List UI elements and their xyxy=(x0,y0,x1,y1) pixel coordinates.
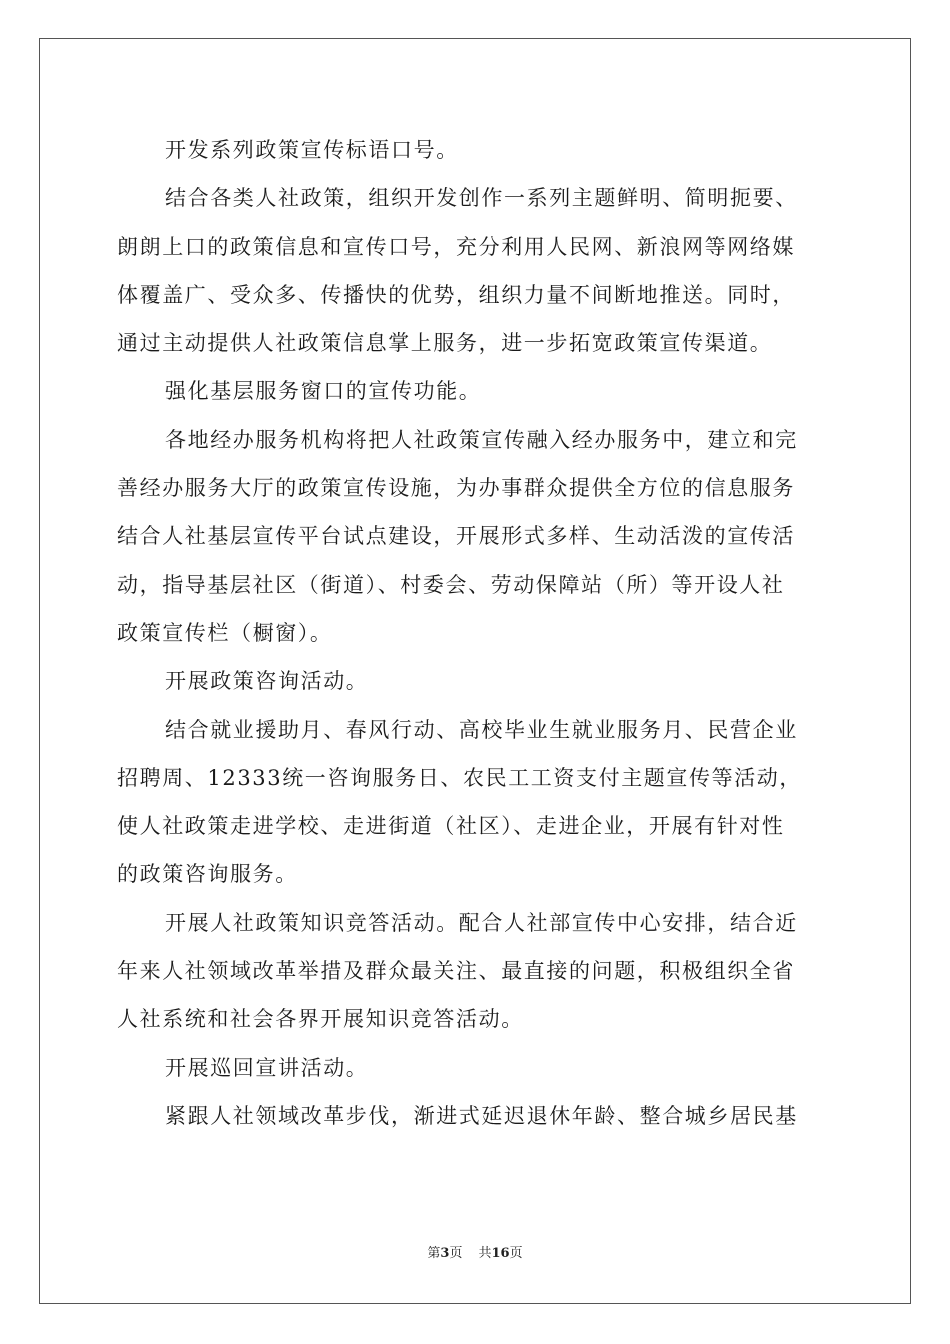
text-line: 开发系列政策宣传标语口号。 xyxy=(165,138,459,162)
total-pages: 16 xyxy=(491,1246,510,1261)
text-line: 结合各类人社政策，组织开发创作一系列主题鲜明、简明扼要、 xyxy=(165,186,798,211)
text-line: 结合人社基层宣传平台试点建设，开展形式多样、生动活泼的宣传活 xyxy=(117,524,795,549)
text-line: 的政策咨询服务。 xyxy=(117,862,298,887)
text-line: 开展巡回宣讲活动。 xyxy=(165,1055,369,1080)
text-line: 通过主动提供人社政策信息掌上服务，进一步拓宽政策宣传渠道。 xyxy=(117,331,773,356)
text-line: 年来人社领域改革举措及群众最关注、最直接的问题，积极组织全省 xyxy=(117,959,795,984)
total-suffix: 页 xyxy=(509,1246,523,1261)
document-body xyxy=(117,126,837,1140)
text-line: 政策宣传栏（橱窗）。 xyxy=(117,620,333,645)
text-line: 朗朗上口的政策信息和宣传口号，充分利用人民网、新浪网等网络媒 xyxy=(117,234,795,259)
text-line: 各地经办服务机构将把人社政策宣传融入经办服务中，建立和完 xyxy=(165,427,798,452)
text-line: 强化基层服务窗口的宣传功能。 xyxy=(165,379,482,404)
page-number: 3 xyxy=(440,1246,450,1261)
total-prefix: 共 xyxy=(478,1246,492,1261)
page-footer xyxy=(0,1244,950,1264)
text-line: 善经办服务大厅的政策宣传设施，为办事群众提供全方位的信息服务 xyxy=(117,476,795,501)
page-suffix: 页 xyxy=(449,1246,463,1261)
text-line: 招聘周、12333统一咨询服务日、农民工工资支付主题宣传等活动， xyxy=(117,765,803,790)
text-line: 紧跟人社领域改革步伐，渐进式延迟退休年龄、整合城乡居民基 xyxy=(165,1103,798,1128)
text-line: 使人社政策走进学校、走进街道（社区）、走进企业，开展有针对性 xyxy=(117,814,785,839)
text-line: 开展政策咨询活动。 xyxy=(165,669,369,694)
page-prefix: 第 xyxy=(427,1246,441,1261)
text-line: 人社系统和社会各界开展知识竞答活动。 xyxy=(117,1007,524,1032)
text-line: 动，指导基层社区（街道）、村委会、劳动保障站（所）等开设人社 xyxy=(117,572,785,597)
text-line: 结合就业援助月、春风行动、高校毕业生就业服务月、民营企业 xyxy=(165,717,798,742)
text-line: 体覆盖广、受众多、传播快的优势，组织力量不间断地推送。同时， xyxy=(117,282,795,307)
text-line: 开展人社政策知识竞答活动。配合人社部宣传中心安排，结合近 xyxy=(165,910,798,935)
